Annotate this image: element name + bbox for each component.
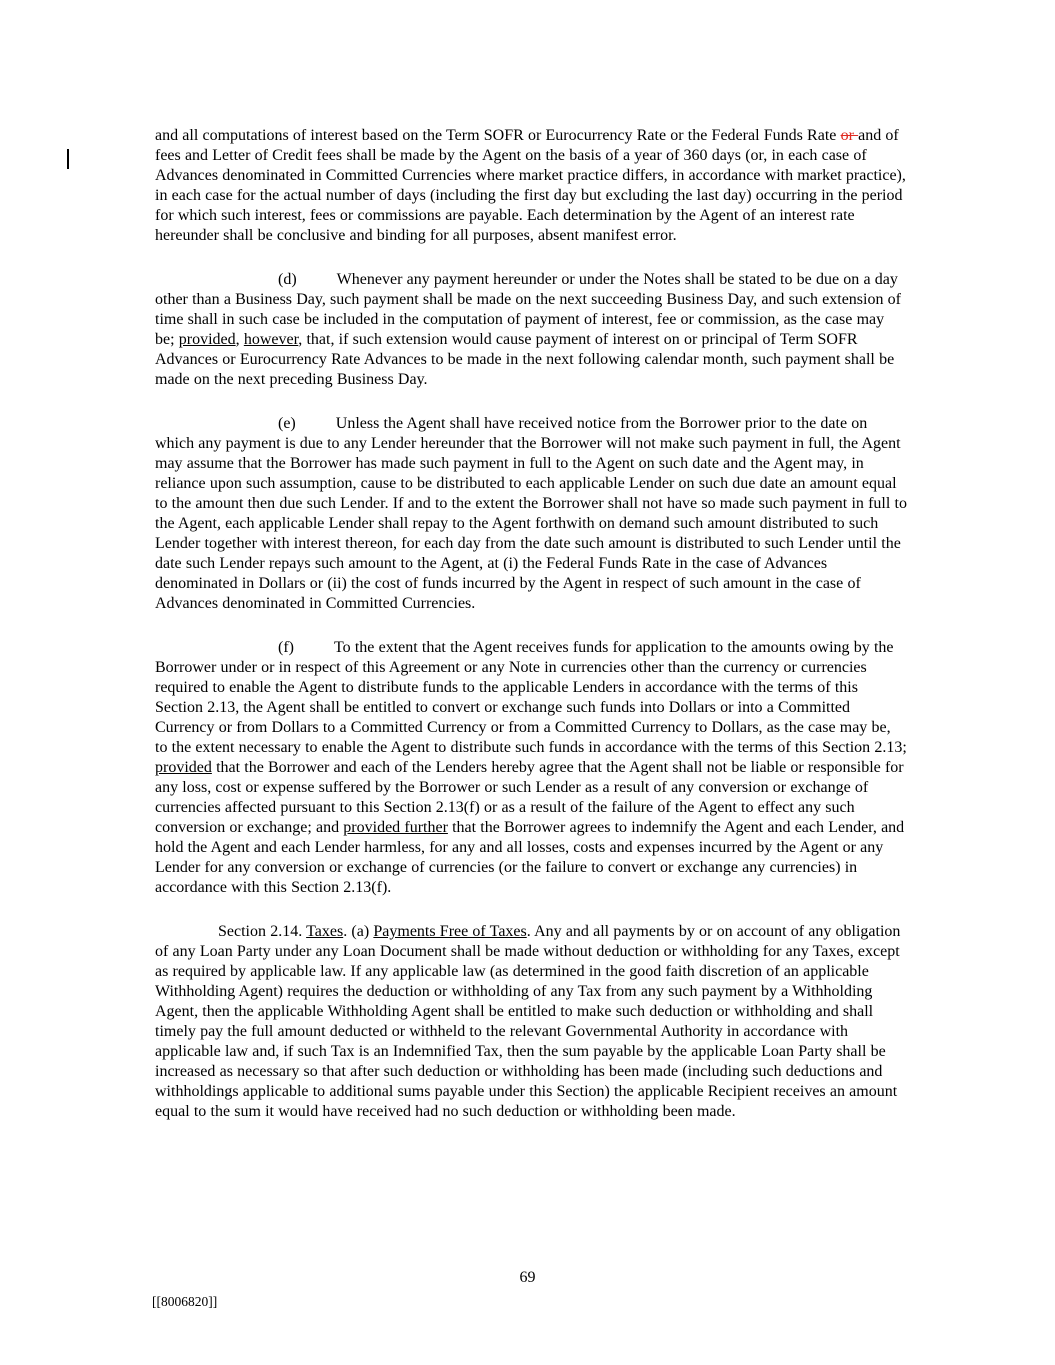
text-segment: Whenever any payment hereunder or under the Notes shall be stated to be due on a day other than a Business Day, such payment shall be made on the next succeeding Business Day, and such extension of time shall in such case be included in the computation of payment of interest, fee or commission, as the case may be; <box>155 271 901 348</box>
clause-f-label: (f) <box>278 639 294 656</box>
paragraph-clause-e <box>155 414 907 614</box>
document-body <box>155 126 907 1146</box>
defined-term-provided: provided <box>178 331 236 348</box>
paragraph-section-2-14 <box>155 922 907 1122</box>
defined-term-provided-further: provided further <box>343 819 448 836</box>
text-segment: , that, if such extension would cause payment of interest on or principal of Term SOFR Advances or Eurocurrency Rate Advances to be made in the next following calendar month, such payment shall be made on the next preceding Business Day. <box>155 331 895 388</box>
text-segment: that the Borrower and each of the Lenders hereby agree that the Agent shall not be liable or responsible for any loss, cost or expense suffered by the Borrower or such Lender as a result of any conversion or exchange of currencies affected pursuant to this Section 2.13(f) or as a result of the failure of the Agent to effect any such conversion or exchange; and <box>155 759 904 836</box>
text-segment: Unless the Agent shall have received notice from the Borrower prior to the date on which any payment is due to any Lender hereunder that the Borrower will not make such payment in full, the Agent may assume that the Borrower has made such payment in full to the Agent on such date and the Agent may, in reliance upon such assumption, cause to be distributed to each applicable Lender on such due date an amount equal to the amount then due such Lender. If and to the extent the Borrower shall not have so made such payment in full to the Agent, each applicable Lender shall repay to the Agent forthwith on demand such amount distributed to such Lender together with interest thereon, for each day from the date such amount is distributed to such Lender until the date such Lender repays such amount to the Agent, at (i) the Federal Funds Rate in the case of Advances denominated in Dollars or (ii) the cost of funds incurred by the Agent in respect of such amount in the case of Advances denominated in Committed Currencies. <box>155 415 907 612</box>
subsection-heading-payments-free-of-taxes: Payments Free of Taxes <box>373 923 527 940</box>
paragraph-continuation <box>155 126 907 246</box>
text-segment: and of fees and Letter of Credit fees shall be made by the Agent on the basis of a year of 360 days (or, in each case of Advances denominated in Committed Currencies where market practice differs, in accordance with market practice), in each case for the actual number of days (including the first day but excluding the last day) occurring in the period for which such interest, fees or commissions are payable. Each determination by the Agent of an interest rate hereunder shall be conclusive and binding for all purposes, absent manifest error. <box>155 127 906 244</box>
defined-term-however: however <box>243 331 299 348</box>
paragraph-clause-f <box>155 638 907 898</box>
document-stamp: [[8006820]] <box>152 1294 218 1309</box>
section-heading-taxes: Taxes <box>306 923 344 940</box>
text-segment: and all computations of interest based on the Term SOFR or Eurocurrency Rate or the Federal Funds Rate <box>155 127 841 144</box>
text-segment: that the Borrower agrees to indemnify the Agent and each Lender, and hold the Agent and each Lender harmless, for any and all losses, costs and expenses incurred by the Agent or any Lender for any conversion or exchange of currencies (or the failure to convert or exchange any currencies) in accordance with this Section 2.13(f). <box>155 819 905 896</box>
clause-d-label: (d) <box>278 271 297 288</box>
text-segment: To the extent that the Agent receives funds for application to the amounts owing by the Borrower under or in respect of this Agreement or any Note in currencies other than the currency or currencies required to enable the Agent to distribute funds to the applicable Lenders in accordance with the terms of this Section 2.13, the Agent shall be entitled to convert or exchange such funds into Dollars or into a Committed Currency or from Dollars to a Committed Currency or from a Committed Currency to Dollars, as the case may be, to the extent necessary to enable the Agent to distribute such funds in accordance with the terms of this Section 2.13; <box>155 639 907 756</box>
page-number: 69 <box>519 1269 536 1286</box>
text-segment: . Any and all payments by or on account of any obligation of any Loan Party under any Loan Document shall be made without deduction or withholding for any Taxes, except as required by applicable law. If any applicable law (as determined in the good faith discretion of an applicable Withholding Agent) requires the deduction or withholding of any Tax from any such payment by a Withholding Agent, then the applicable Withholding Agent shall be entitled to make such deduction or withholding and shall timely pay the full amount deducted or withheld to the relevant Governmental Authority in accordance with applicable law and, if such Tax is an Indemnified Tax, then the sum payable by the applicable Loan Party shall be increased as necessary so that after such deduction or withholding has been made (including such deductions and withholdings applicable to additional sums payable under this Section) the applicable Recipient receives an amount equal to the sum it would have received had no such deduction or withholding been made. <box>155 923 901 1120</box>
defined-term-provided: provided <box>155 759 212 776</box>
revision-change-bar <box>67 149 69 169</box>
paragraph-clause-d <box>155 270 907 390</box>
deleted-text-or: or <box>840 127 859 144</box>
text-segment: Section 2.14. <box>218 923 307 940</box>
text-segment: , <box>235 331 244 348</box>
clause-e-label: (e) <box>278 415 296 432</box>
text-segment: . (a) <box>343 923 374 940</box>
